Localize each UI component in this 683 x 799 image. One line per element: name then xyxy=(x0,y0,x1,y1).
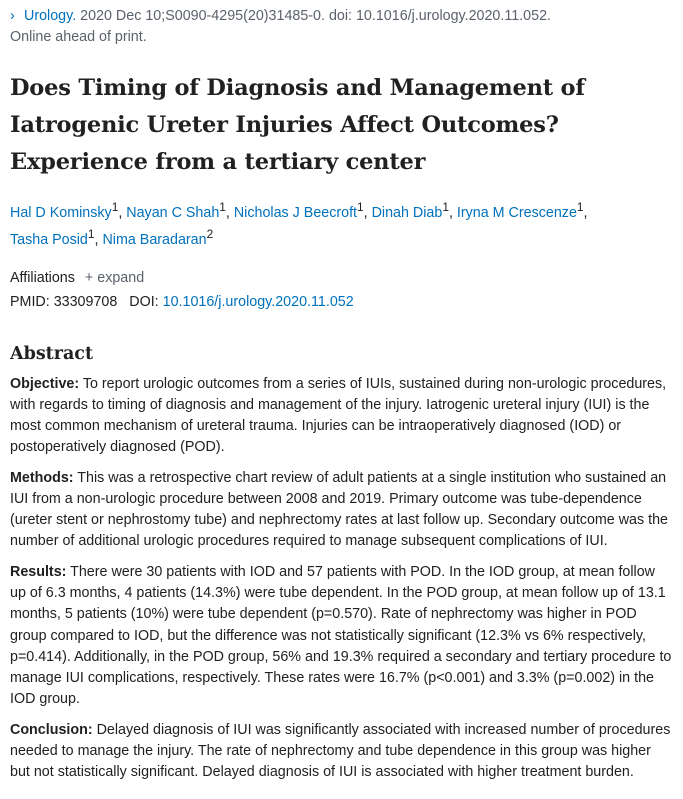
affiliation-ref[interactable]: 1 xyxy=(111,200,119,214)
affiliation-ref[interactable]: 1 xyxy=(219,200,226,214)
author-name[interactable]: Dinah Diab xyxy=(371,204,443,221)
doi-label: DOI: xyxy=(129,293,159,310)
publication-status: Online ahead of print. xyxy=(10,29,147,45)
author[interactable] xyxy=(126,200,226,221)
affiliation-ref[interactable]: 1 xyxy=(576,200,584,214)
plus-icon: + xyxy=(84,269,94,286)
section-text: To report urologic outcomes from a series of IUIs, sustained during non-urologic procedures, with regards to timing of diagnosis and management of the injury. Iatrogenic ureteral injury (IUI) is the most common mechanism of ureteral trauma. Injuries can be intraoperatively diagnosed (IOD) or postoperatively diagnosed (POD). xyxy=(10,375,667,455)
identifiers-row xyxy=(10,290,673,314)
author-name[interactable]: Iryna M Crescenze xyxy=(456,204,577,221)
affiliations-row xyxy=(10,266,673,290)
affiliation-ref[interactable]: 1 xyxy=(87,227,95,242)
author[interactable] xyxy=(371,200,449,221)
journal-link[interactable]: Urology. xyxy=(24,8,77,24)
expand-label: expand xyxy=(97,269,145,286)
section-label: Methods: xyxy=(10,469,74,486)
section-text: Delayed diagnosis of IUI was significantly associated with increased number of procedures needed to manage the injury. The rate of nephrectomy and tube dependence in this group was higher but not statistically significant. Delayed diagnosis of IUI is associated with higher treatment burden. xyxy=(10,721,671,781)
affiliation-ref[interactable]: 1 xyxy=(442,200,449,214)
pmid-value: 33309708 xyxy=(53,293,118,310)
author[interactable] xyxy=(10,200,119,221)
author[interactable] xyxy=(456,200,584,221)
author-name[interactable]: Nayan C Shah xyxy=(126,204,220,221)
section-label: Results: xyxy=(10,564,67,581)
authors-list: Hal D Kominsky$^1$, Nayan C Shah$^1$, Nicholas J Beecroft$^1$, Dinah Diab$^1$, Iryna M Crescenze$^1$, Tasha Posid$^1$, Nima Baradaran$^2$ xyxy=(10,200,588,249)
affiliations-label: Affiliations xyxy=(10,269,75,286)
doi-link[interactable]: 10.1016/j.urology.2020.11.052 xyxy=(162,293,354,310)
author-name[interactable]: Tasha Posid xyxy=(10,232,88,249)
section-text: This was a retrospective chart review of adult patients at a single institution who sustained an IUI from a non-urologic procedure between 2008 and 2019. Primary outcome was tube-dependence (ureter stent or nephrostomy tube) and nephrectomy rates at last follow up. Secondary outcome was the number of additional urologic procedures required to manage subsequent complications of IUI. xyxy=(10,469,668,550)
expand-affiliations-button[interactable] xyxy=(85,270,144,286)
abstract-results xyxy=(10,562,673,710)
affiliation-ref[interactable]: 2 xyxy=(206,227,214,242)
abstract-methods xyxy=(10,468,673,552)
author-name[interactable]: Nima Baradaran xyxy=(102,232,207,249)
article-title: Does Timing of Diagnosis and Management of Iatrogenic Ureter Injuries Affect Outcomes? Experience from a tertiary center xyxy=(10,75,585,175)
abstract-heading: Abstract xyxy=(10,343,94,364)
pmid-label: PMID: xyxy=(10,293,50,310)
section-label: Objective: xyxy=(10,375,80,392)
section-label: Conclusion: xyxy=(10,721,93,738)
author-name[interactable]: Hal D Kominsky xyxy=(10,204,112,221)
author[interactable] xyxy=(233,200,364,221)
author[interactable] xyxy=(102,227,214,249)
citation-details: 2020 Dec 10;S0090-4295(20)31485-0. doi: 10.1016/j.urology.2020.11.052. xyxy=(76,8,551,24)
citation xyxy=(10,6,673,48)
chevron-right-icon[interactable]: › xyxy=(10,8,15,24)
abstract-objective xyxy=(10,374,673,458)
section-text: There were 30 patients with IOD and 57 patients with POD. In the IOD group, at mean follow up of 6.3 months, 4 patients (14.3%) were tube dependent. In the POD group, at mean follow up of 13.1 months, 5 patients (10%) were tube dependent (p=0.570). Rate of nephrectomy was higher in POD group compared to IOD, but the difference was not statistically significant (12.3% vs 6% respectively, p=0.414). Additionally, in the POD group, 56% and 19.3% required a secondary and tertiary procedure to manage IUI complications, respectively. These rates were 16.7% (p<0.001) and 3.3% (p=0.002) in the IOD group. xyxy=(10,564,672,707)
abstract-conclusion xyxy=(10,720,673,783)
author-name[interactable]: Nicholas J Beecroft xyxy=(233,204,358,221)
author[interactable] xyxy=(10,227,95,249)
affiliation-ref[interactable]: 1 xyxy=(357,200,364,214)
